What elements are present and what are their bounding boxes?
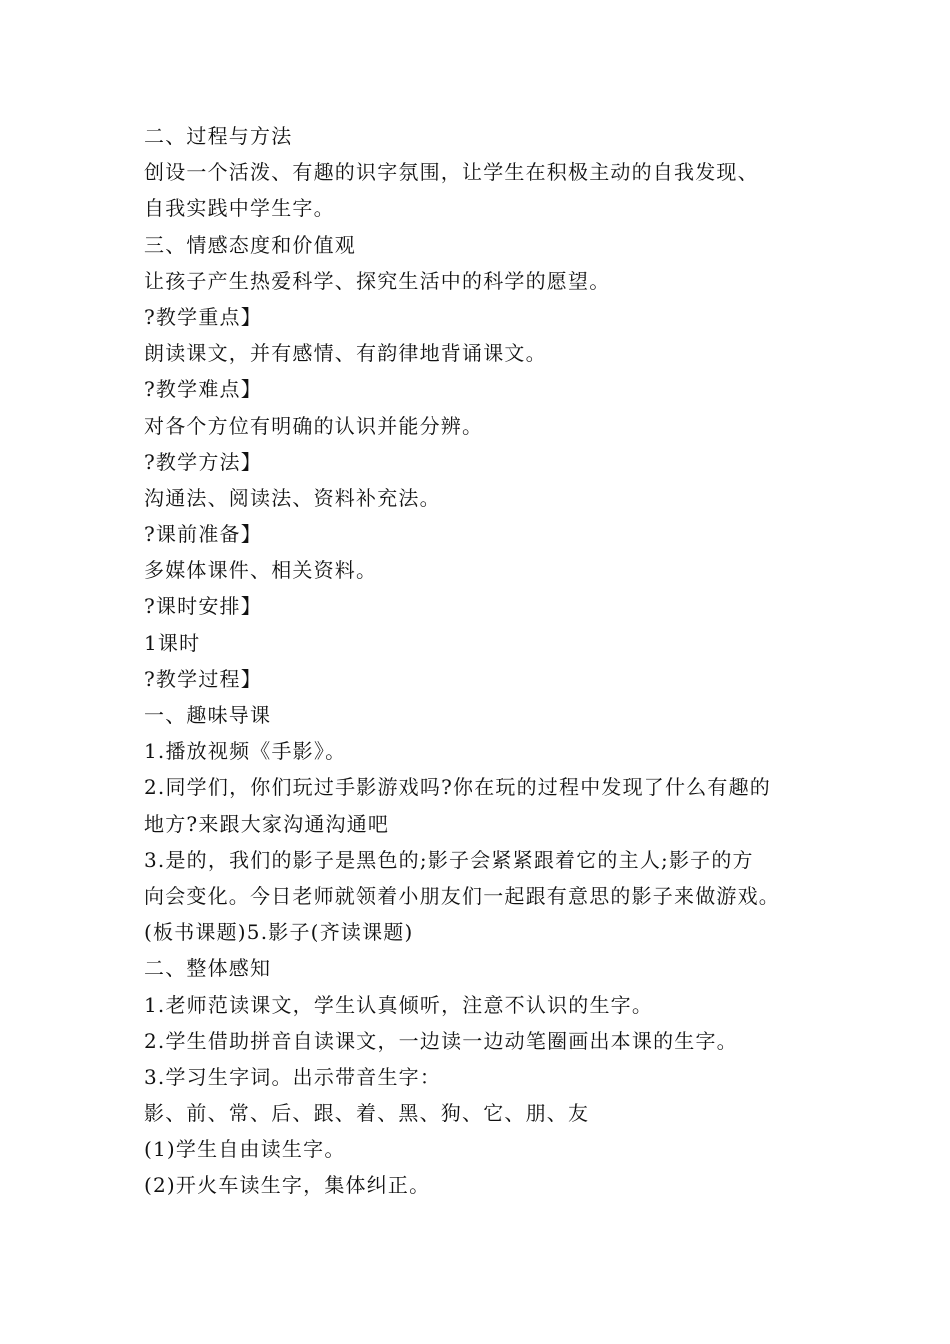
section-heading: 二、过程与方法 bbox=[144, 124, 293, 148]
paragraph-line: 朗读课文，并有感情、有韵律地背诵课文。 bbox=[144, 341, 547, 366]
paragraph-line: 1.播放视频《手影》。 bbox=[144, 739, 347, 764]
paragraph-line: 1课时 bbox=[144, 630, 201, 655]
section-heading: ?教学难点】 bbox=[144, 377, 262, 402]
paragraph-line: 创设一个活泼、有趣的识字氛围，让学生在积极主动的自我发现、 bbox=[144, 160, 759, 185]
paragraph-line: 3.是的，我们的影子是黑色的;影子会紧紧跟着它的主人;影子的方 bbox=[144, 847, 754, 872]
paragraph-line: 沟通法、阅读法、资料补充法。 bbox=[144, 485, 441, 510]
paragraph-line: 影、前、常、后、跟、着、黑、狗、它、朋、友 bbox=[144, 1101, 590, 1126]
section-heading: ?课时安排】 bbox=[144, 594, 262, 619]
paragraph-line: (2)开火车读生字，集体纠正。 bbox=[144, 1173, 431, 1198]
paragraph-line: 2.同学们，你们玩过手影游戏吗?你在玩的过程中发现了什么有趣的 bbox=[144, 775, 772, 800]
paragraph-line: 地方?来跟大家沟通沟通吧 bbox=[144, 811, 390, 836]
paragraph-line: 1.老师范读课文，学生认真倾听，注意不认识的生字。 bbox=[144, 992, 654, 1017]
paragraph-line: 多媒体课件、相关资料。 bbox=[144, 558, 378, 583]
paragraph-line: (1)学生自由读生字。 bbox=[144, 1137, 346, 1162]
section-heading: 一、趣味导课 bbox=[144, 703, 272, 727]
section-heading: 二、整体感知 bbox=[144, 956, 272, 981]
document-body bbox=[144, 118, 824, 1204]
section-heading: ?课前准备】 bbox=[144, 522, 262, 547]
paragraph-line: 2.学生借助拼音自读课文，一边读一边动笔圈画出本课的生字。 bbox=[144, 1028, 738, 1053]
section-heading: ?教学过程】 bbox=[144, 666, 262, 691]
section-heading: 三、情感态度和价值观 bbox=[144, 232, 356, 257]
section-heading: ?教学重点】 bbox=[144, 304, 262, 329]
paragraph-line: 3.学习生字词。出示带音生字： bbox=[144, 1064, 442, 1089]
paragraph-line: 自我实践中学生字。 bbox=[144, 196, 335, 221]
paragraph-line: (板书课题)5.影子(齐读课题) bbox=[144, 920, 414, 945]
paragraph-line: 向会变化。今日老师就领着小朋友们一起跟有意思的影子来做游戏。 bbox=[144, 883, 780, 908]
section-heading: ?教学方法】 bbox=[144, 449, 262, 474]
paragraph-line: 对各个方位有明确的认识并能分辨。 bbox=[144, 413, 484, 438]
paragraph-line: 让孩子产生热爱科学、探究生活中的科学的愿望。 bbox=[144, 268, 611, 293]
